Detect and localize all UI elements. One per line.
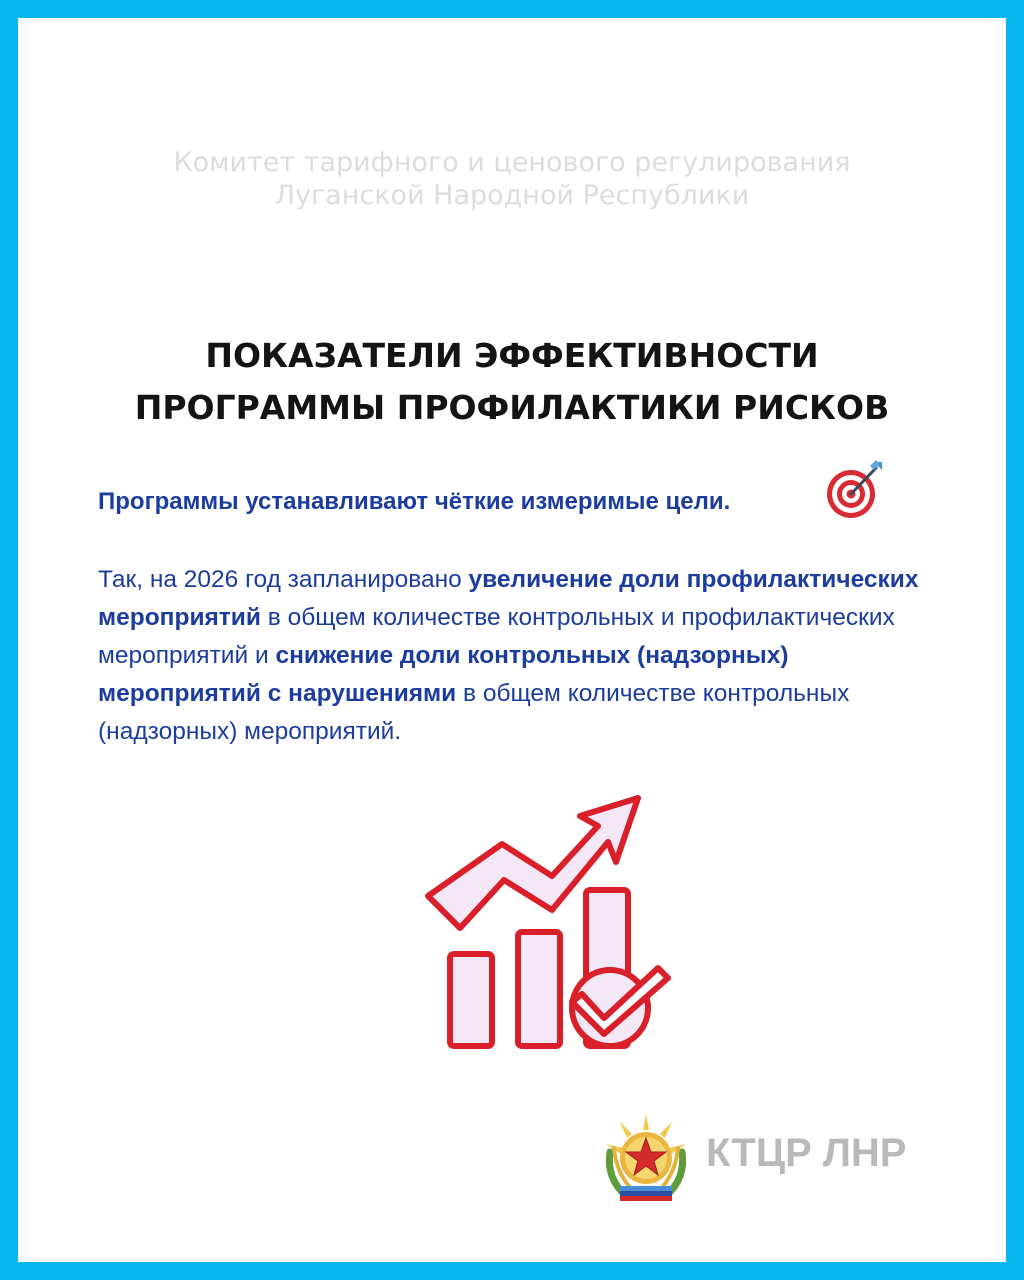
paragraph-text-1: Так, на 2026 год запланировано [98, 566, 469, 593]
title-line2: ПРОГРАММЫ ПРОФИЛАКТИКИ РИСКОВ [134, 388, 890, 427]
description-paragraph [98, 561, 958, 751]
growth-chart-check-icon [406, 780, 676, 1060]
target-icon [824, 458, 886, 520]
paragraph-text-2: в общем количестве контрольных и профилактических мероприятий и [98, 604, 895, 669]
organization-header [18, 146, 1006, 212]
paragraph-emphasis-2: снижение доли контрольных (надзорных) мероприятий с нарушениями [98, 642, 789, 707]
lead-statement: Программы устанавливают чёткие измеримые цели. [98, 488, 731, 515]
paragraph-emphasis-1: увеличение доли профилактических мероприятий [98, 566, 919, 631]
paragraph-text-3: в общем количестве контрольных (надзорных) мероприятий. [98, 680, 850, 745]
organization-name-line2: Луганской Народной Республики [274, 180, 750, 211]
brand-name: КТЦР ЛНР [706, 1131, 907, 1175]
organization-name-line1: Комитет тарифного и ценового регулирования [173, 147, 851, 178]
page-title [18, 330, 1006, 434]
content-card [18, 18, 1006, 1262]
title-line1: ПОКАЗАТЕЛИ ЭФФЕКТИВНОСТИ [205, 336, 819, 375]
lnr-emblem-icon [596, 1108, 696, 1208]
